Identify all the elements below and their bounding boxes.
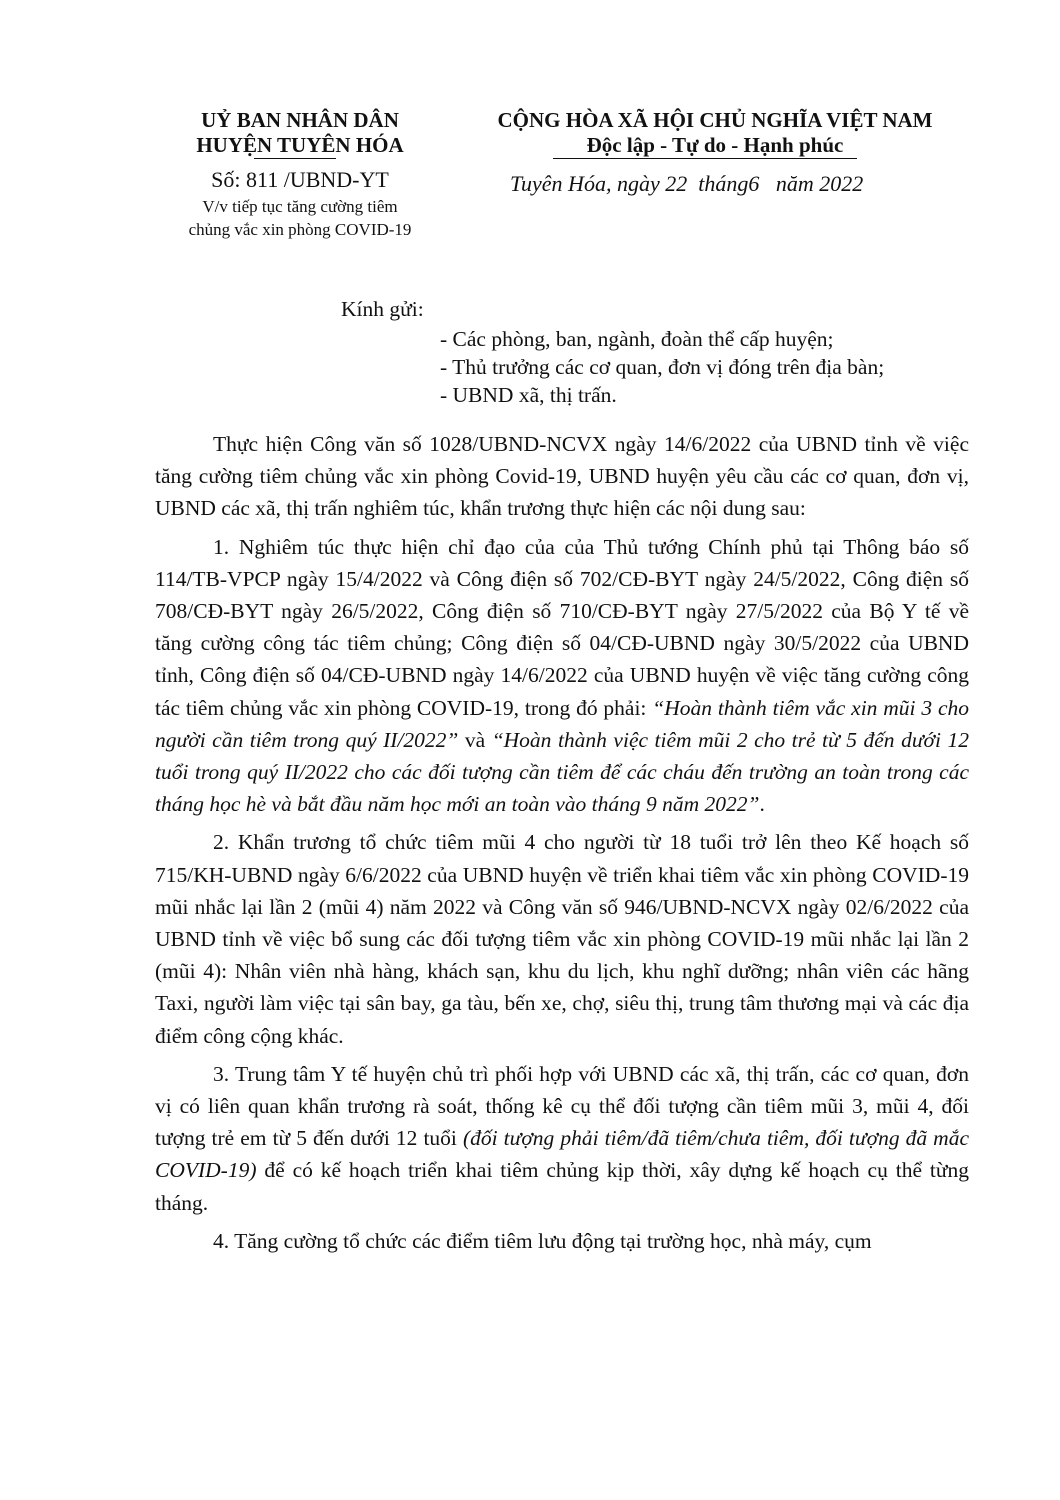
subject-line1: V/v tiếp tục tăng cường tiêm: [202, 197, 398, 216]
agency-line2: HUYỆN TUYÊN HÓA: [196, 133, 404, 157]
subject-line2: chủng vắc xin phòng COVID-19: [188, 220, 412, 239]
nation-title: CỘNG HÒA XÃ HỘI CHỦ NGHĨA VIỆT NAM: [497, 108, 933, 132]
p1-quote2: “Hoàn thành việc tiêm mũi 2 cho trẻ từ 5 đến dưới 12 tuổi trong quý II/2022 cho các đối tượng cần tiêm để các cháu đến trường an toàn trong các tháng học hè và bắt đầu năm học mới an toàn vào tháng 9 năm 2022”: [155, 727, 969, 817]
paragraph-3: [155, 1058, 969, 1219]
issuing-agency: [150, 108, 450, 158]
place-date: Tuyên Hóa, ngày 22 tháng6 năm 2022: [510, 171, 864, 196]
paragraph-2: 2. Khẩn trương tổ chức tiêm mũi 4 cho người từ 18 tuổi trở lên theo Kế hoạch số 715/KH-UBND ngày 6/6/2022 của UBND huyện về triển khai tiêm vắc xin phòng COVID-19 mũi nhắc lại lần 2 (mũi 4) năm 2022 và Công văn số 946/UBND-NCVX ngày 02/6/2022 của UBND tỉnh về việc bổ sung các đối tượng tiêm vắc xin phòng COVID-19 mũi nhắc lại lần 2 (mũi 4): Nhân viên nhà hàng, khách sạn, khu du lịch, khu nghĩ dưỡng; nhân viên các hãng Taxi, người làm việc tại sân bay, ga tàu, bến xe, chợ, siêu thị, trung tâm thương mại và các địa điểm công cộng khác.: [155, 830, 969, 1048]
paragraph-4: 4. Tăng cường tổ chức các điểm tiêm lưu động tại trường học, nhà máy, cụm: [213, 1228, 872, 1253]
nation-motto: Độc lập - Tự do - Hạnh phúc: [586, 133, 844, 157]
recipient-item: - UBND xã, thị trấn.: [440, 383, 617, 407]
recipient-item: - Thủ trưởng các cơ quan, đơn vị đóng trên địa bàn;: [440, 355, 885, 379]
p1-end: .: [759, 792, 765, 817]
intro-paragraph: Thực hiện Công văn số 1028/UBND-NCVX ngày 14/6/2022 của UBND tỉnh về việc tăng cường tiêm chủng vắc xin phòng Covid-19, UBND huyện yêu cầu các cơ quan, đơn vị, UBND các xã, thị trấn nghiêm túc, khẩn trương thực hiện các nội dung sau:: [155, 432, 969, 521]
p1-text: 1. Nghiêm túc thực hiện chỉ đạo của của Thủ tướng Chính phủ tại Thông báo số 114/TB-VPCP ngày 15/4/2022 và Công điện số 702/CĐ-BYT ngày 24/5/2022, Công điện số 708/CĐ-BYT ngày 26/5/2022, Công điện số 710/CĐ-BYT ngày 27/5/2022 của Bộ Y tế về tăng cường công tác tiêm chủng; Công điện số 04/CĐ-UBND ngày 30/5/2022 của UBND tỉnh, Công điện số 04/CĐ-UBND ngày 14/6/2022 của UBND huyện về việc tăng cường công tác tiêm chủng vắc xin phòng COVID-19, trong đó phải:: [155, 534, 969, 720]
agency-underline: [254, 158, 336, 159]
document-subject: [150, 195, 450, 241]
motto-underline: [553, 158, 857, 159]
paragraph-1: [155, 531, 969, 821]
p3-text: 3. Trung tâm Y tế huyện chủ trì phối hợp với UBND các xã, thị trấn, các cơ quan, đơn vị có liên quan khẩn trương rà soát, thống kê cụ thể đối tượng cần tiêm mũi 3, mũi 4, đối tượng trẻ em từ 5 đến dưới 12 tuổi: [155, 1061, 969, 1151]
document-number: Số: 811 /UBND-YT: [211, 167, 389, 192]
p3-end: để có kế hoạch triển khai tiêm chủng kịp thời, xây dựng kế hoạch cụ thể từng tháng.: [155, 1158, 969, 1215]
nation-header: [460, 108, 970, 158]
p1-and: và: [458, 727, 492, 752]
document-body: [155, 428, 969, 1257]
p3-italic: (đối tượng phải tiêm/đã tiêm/chưa tiêm, đối tượng đã mắc COVID-19): [155, 1126, 969, 1183]
recipients-title: Kính gửi:: [341, 297, 424, 321]
agency-line1: UỶ BAN NHÂN DÂN: [201, 108, 399, 132]
recipient-item: - Các phòng, ban, ngành, đoàn thể cấp huyện;: [440, 327, 834, 351]
p1-quote1: “Hoàn thành tiêm vắc xin mũi 3 cho người cần tiêm trong quý II/2022”: [155, 695, 969, 752]
